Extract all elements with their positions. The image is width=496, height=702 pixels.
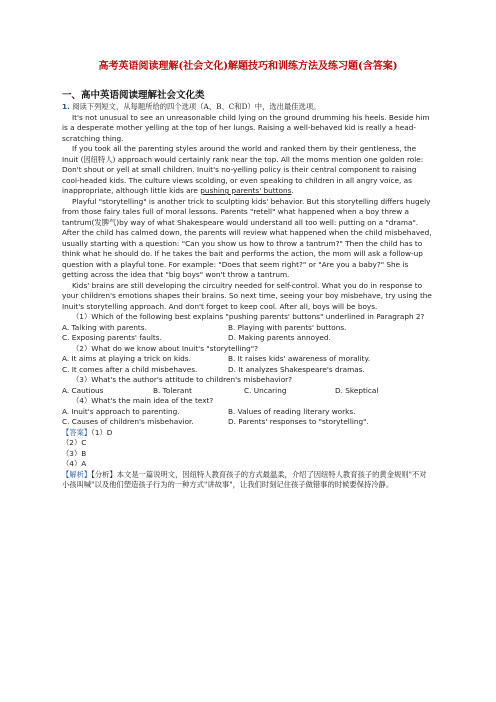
option: D. It analyzes Shakespeare's dramas.	[228, 364, 365, 374]
option: C. It comes after a child misbehaves.	[62, 364, 198, 374]
option: C. Exposing parents' faults.	[62, 333, 162, 342]
analysis-paragraph	[62, 470, 432, 491]
option: D. Making parents annoyed.	[228, 333, 331, 342]
passage-paragraph-1: It's not unusual to see an unreasonable child lying on the ground drumming his heels. Beside him is a desperate mother yelling at the top of her lungs. Raising a well-behaved kid is really a head-scratching thing.	[62, 112, 430, 143]
option: B. Values of reading literary works.	[228, 406, 356, 416]
question-1-stem: （1）Which of the following best explains "pushing parents' buttons" underlined in Paragraph 2?	[72, 312, 425, 321]
option: D. Skeptical	[335, 385, 379, 395]
option: A. It aims at playing a trick on kids.	[62, 354, 191, 363]
question-4-options-row-2	[62, 417, 432, 428]
question-4-options-row-1	[62, 407, 432, 418]
question-1-options-row-2	[62, 333, 432, 344]
question-intro	[62, 102, 432, 113]
document-body	[62, 102, 432, 491]
option: B. It raises kids' awareness of morality.	[228, 354, 371, 363]
question-4-stem: （4）What's the main idea of the text?	[72, 396, 214, 405]
option: A. Inuit's approach to parenting.	[62, 406, 180, 416]
answer-2: （2）C	[62, 438, 87, 447]
answer-1: （1）D	[91, 427, 113, 437]
option: B. Tolerant	[153, 385, 192, 395]
option: C. Uncaring	[244, 385, 287, 395]
paragraph-2-text: If you took all the parenting styles around the world and ranked them by their gentleness, the Inuit (因纽特人) approach would certainly rank near the top. All the moms mention one golden role: Don't shout or yell at small children. Inuit's no-yelling policy is their central component to raising cool-headed kids. The culture views scolding, or even speaking to children in all angry voice, as inappropriate, although little kids are	[62, 144, 424, 195]
passage-paragraph-4: Kids' brains are still developing the circuitry needed for self-control. What you do in response to your children's emotions shapes their brains. So next time, seeing your boy misbehave, try using the Inuit's storytelling approach. And don't forget to keep cool. After all, boys will be boys.	[62, 280, 432, 311]
section-heading: 一、高中英语阅读理解社会文化类	[62, 90, 205, 101]
analysis-text: 【分析】本文是一篇说明文，因纽特人教育孩子的方式最温柔，介绍了因纽特人教育孩子的黄金规则"不对小孩叫喊"以及他们塑造孩子行为的一种方式"讲故事"，让我们时刻记住孩子做错事的时候要保持冷静。	[62, 469, 427, 489]
option: B. Playing with parents' buttons.	[228, 322, 347, 332]
option: A. Cautious	[62, 385, 104, 395]
passage-paragraph-3: Playful "storytelling" is another trick to sculpting kids' behavior. But this storytelling differs hugely from those fairy tales full of moral lessons. Parents "retell" what happened when a boy threw a tantrum(发脾气)by way of what Shakespeare would understand all too well: putting on a "drama". After the child has calmed down, the parents will review what happened when the child misbehaved, usually starting with a question: "Can you show us how to throw a tantrum?" Then the child has to think what he should do. If he takes the bait and performs the action, the mom will ask a follow-up question with a playful tone. For example: "Does that seem right?" or "Are you a baby?" She is getting across the idea that "big boys" won't throw a tantrum.	[62, 196, 432, 279]
underlined-phrase: pushing parents' buttons	[200, 186, 292, 195]
answer-line	[62, 428, 432, 439]
option: A. Talking with parents.	[62, 322, 147, 332]
question-2-options-row-2	[62, 365, 432, 376]
document-title: 高考英语阅读理解(社会文化)解题技巧和训练方法及练习题(含答案)	[98, 61, 398, 72]
paragraph-2-end: .	[291, 186, 294, 195]
option: C. Causes of children's misbehavior.	[62, 417, 194, 426]
question-2-stem: （2）What do we know about Inuit's "storytelling"?	[72, 343, 259, 353]
option: D. Parents' responses to "storytelling".	[228, 417, 369, 426]
answer-4: （4）A	[62, 459, 87, 468]
question-3-stem: （3）What's the author's attitude to children's misbehavior?	[72, 375, 293, 384]
answer-label: 【答案】	[62, 427, 92, 437]
question-2-options-row-1	[62, 354, 432, 365]
answer-3: （3）B	[62, 448, 87, 458]
passage-paragraph-2	[62, 144, 432, 197]
question-1-options-row-1	[62, 323, 432, 334]
question-3-options-row	[62, 386, 432, 397]
question-instruction: 阅读下列短文，从每题所给的四个选项（A、B、C和D）中，选出最佳选项。	[72, 102, 321, 111]
question-number: 1.	[62, 102, 70, 111]
analysis-label: 【解析】	[62, 469, 92, 479]
